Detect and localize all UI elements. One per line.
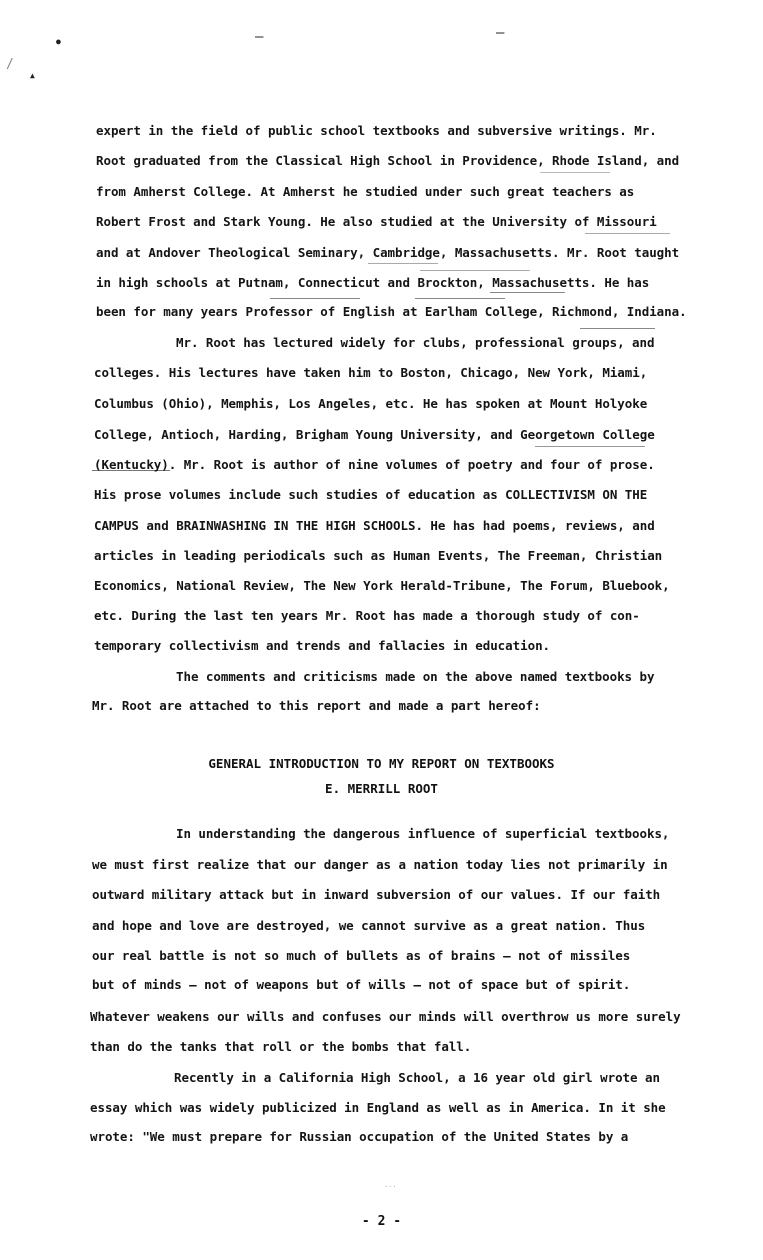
pencil-underline bbox=[368, 263, 438, 264]
scan-mark-margin: ● bbox=[56, 37, 61, 46]
pencil-underline bbox=[540, 172, 610, 173]
page-number: - 2 - bbox=[361, 1214, 402, 1229]
scan-mark-top-right: — bbox=[496, 25, 505, 41]
pencil-underline bbox=[270, 298, 360, 299]
body-text-line: than do the tanks that roll or the bombs that fall. bbox=[90, 1039, 472, 1054]
body-text-line: been for many years Professor of English at Earlham College, Richmond, Indiana. bbox=[96, 304, 687, 319]
body-text-line: CAMPUS and BRAINWASHING IN THE HIGH SCHOOLS. He has had poems, reviews, and bbox=[94, 518, 655, 533]
body-text-line: Recently in a California High School, a 16 year old girl wrote an bbox=[174, 1070, 660, 1085]
pencil-underline bbox=[580, 328, 655, 329]
body-text-line: articles in leading periodicals such as Human Events, The Freeman, Christian bbox=[94, 548, 663, 563]
body-text-line: our real battle is not so much of bullets as of brains — not of missiles bbox=[92, 948, 631, 963]
body-text-line: and hope and love are destroyed, we cannot survive as a great nation. Thus bbox=[92, 918, 646, 933]
pencil-underline bbox=[535, 446, 645, 447]
body-text-line: expert in the field of public school textbooks and subversive writings. Mr. bbox=[96, 123, 657, 138]
body-text-line: temporary collectivism and trends and fallacies in education. bbox=[94, 638, 551, 653]
body-text-line: colleges. His lectures have taken him to Boston, Chicago, New York, Miami, bbox=[94, 365, 648, 380]
body-text-line: Mr. Root are attached to this report and made a part hereof: bbox=[92, 698, 541, 713]
section-title: GENERAL INTRODUCTION TO MY REPORT ON TEXTBOOKS bbox=[208, 756, 555, 771]
body-text-line: and at Andover Theological Seminary, Cambridge, Massachusetts. Mr. Root taught bbox=[96, 245, 680, 260]
body-text-line: Robert Frost and Stark Young. He also studied at the University of Missouri bbox=[96, 214, 657, 229]
section-author: E. MERRILL ROOT bbox=[325, 781, 438, 796]
scan-mark-top-left: — bbox=[255, 29, 264, 45]
body-text-line: (Kentucky). Mr. Root is author of nine volumes of poetry and four of prose. bbox=[94, 457, 655, 472]
pencil-underline bbox=[415, 298, 505, 299]
body-text-line: from Amherst College. At Amherst he studied under such great teachers as bbox=[96, 184, 635, 199]
body-text-line: Economics, National Review, The New York Herald-Tribune, The Forum, Bluebook, bbox=[94, 578, 670, 593]
body-text-line: we must first realize that our danger as a nation today lies not primarily in bbox=[92, 857, 668, 872]
body-text-line: in high schools at Putnam, Connecticut and Brockton, Massachusetts. He has bbox=[96, 275, 650, 290]
body-text-line: Root graduated from the Classical High School in Providence, Rhode Island, and bbox=[96, 153, 680, 168]
pencil-underline bbox=[420, 270, 530, 271]
scan-speck: ··· bbox=[384, 1183, 397, 1191]
body-text-line: etc. During the last ten years Mr. Root has made a thorough study of con- bbox=[94, 608, 640, 623]
body-text-line: Columbus (Ohio), Memphis, Los Angeles, etc. He has spoken at Mount Holyoke bbox=[94, 396, 648, 411]
body-text-line: His prose volumes include such studies of education as COLLECTIVISM ON THE bbox=[94, 487, 648, 502]
body-text-line: essay which was widely publicized in England as well as in America. In it she bbox=[90, 1100, 666, 1115]
body-text-line: The comments and criticisms made on the above named textbooks by bbox=[176, 669, 655, 684]
scan-mark-margin-dot: ▲ bbox=[30, 71, 35, 80]
scan-mark-margin-slash: / bbox=[6, 57, 14, 72]
body-text-line: Whatever weakens our wills and confuses our minds will overthrow us more surely bbox=[90, 1009, 681, 1024]
body-text-line: wrote: "We must prepare for Russian occupation of the United States by a bbox=[90, 1129, 629, 1144]
body-text-line: outward military attack but in inward subversion of our values. If our faith bbox=[92, 887, 661, 902]
pencil-underline bbox=[585, 233, 670, 234]
body-text-line: but of minds — not of weapons but of wills — not of space but of spirit. bbox=[92, 977, 631, 992]
pencil-underline bbox=[490, 292, 565, 293]
body-text-line: In understanding the dangerous influence of superficial textbooks, bbox=[176, 826, 670, 841]
body-text-line: College, Antioch, Harding, Brigham Young University, and Georgetown College bbox=[94, 427, 655, 442]
body-text-line: Mr. Root has lectured widely for clubs, professional groups, and bbox=[176, 335, 655, 350]
